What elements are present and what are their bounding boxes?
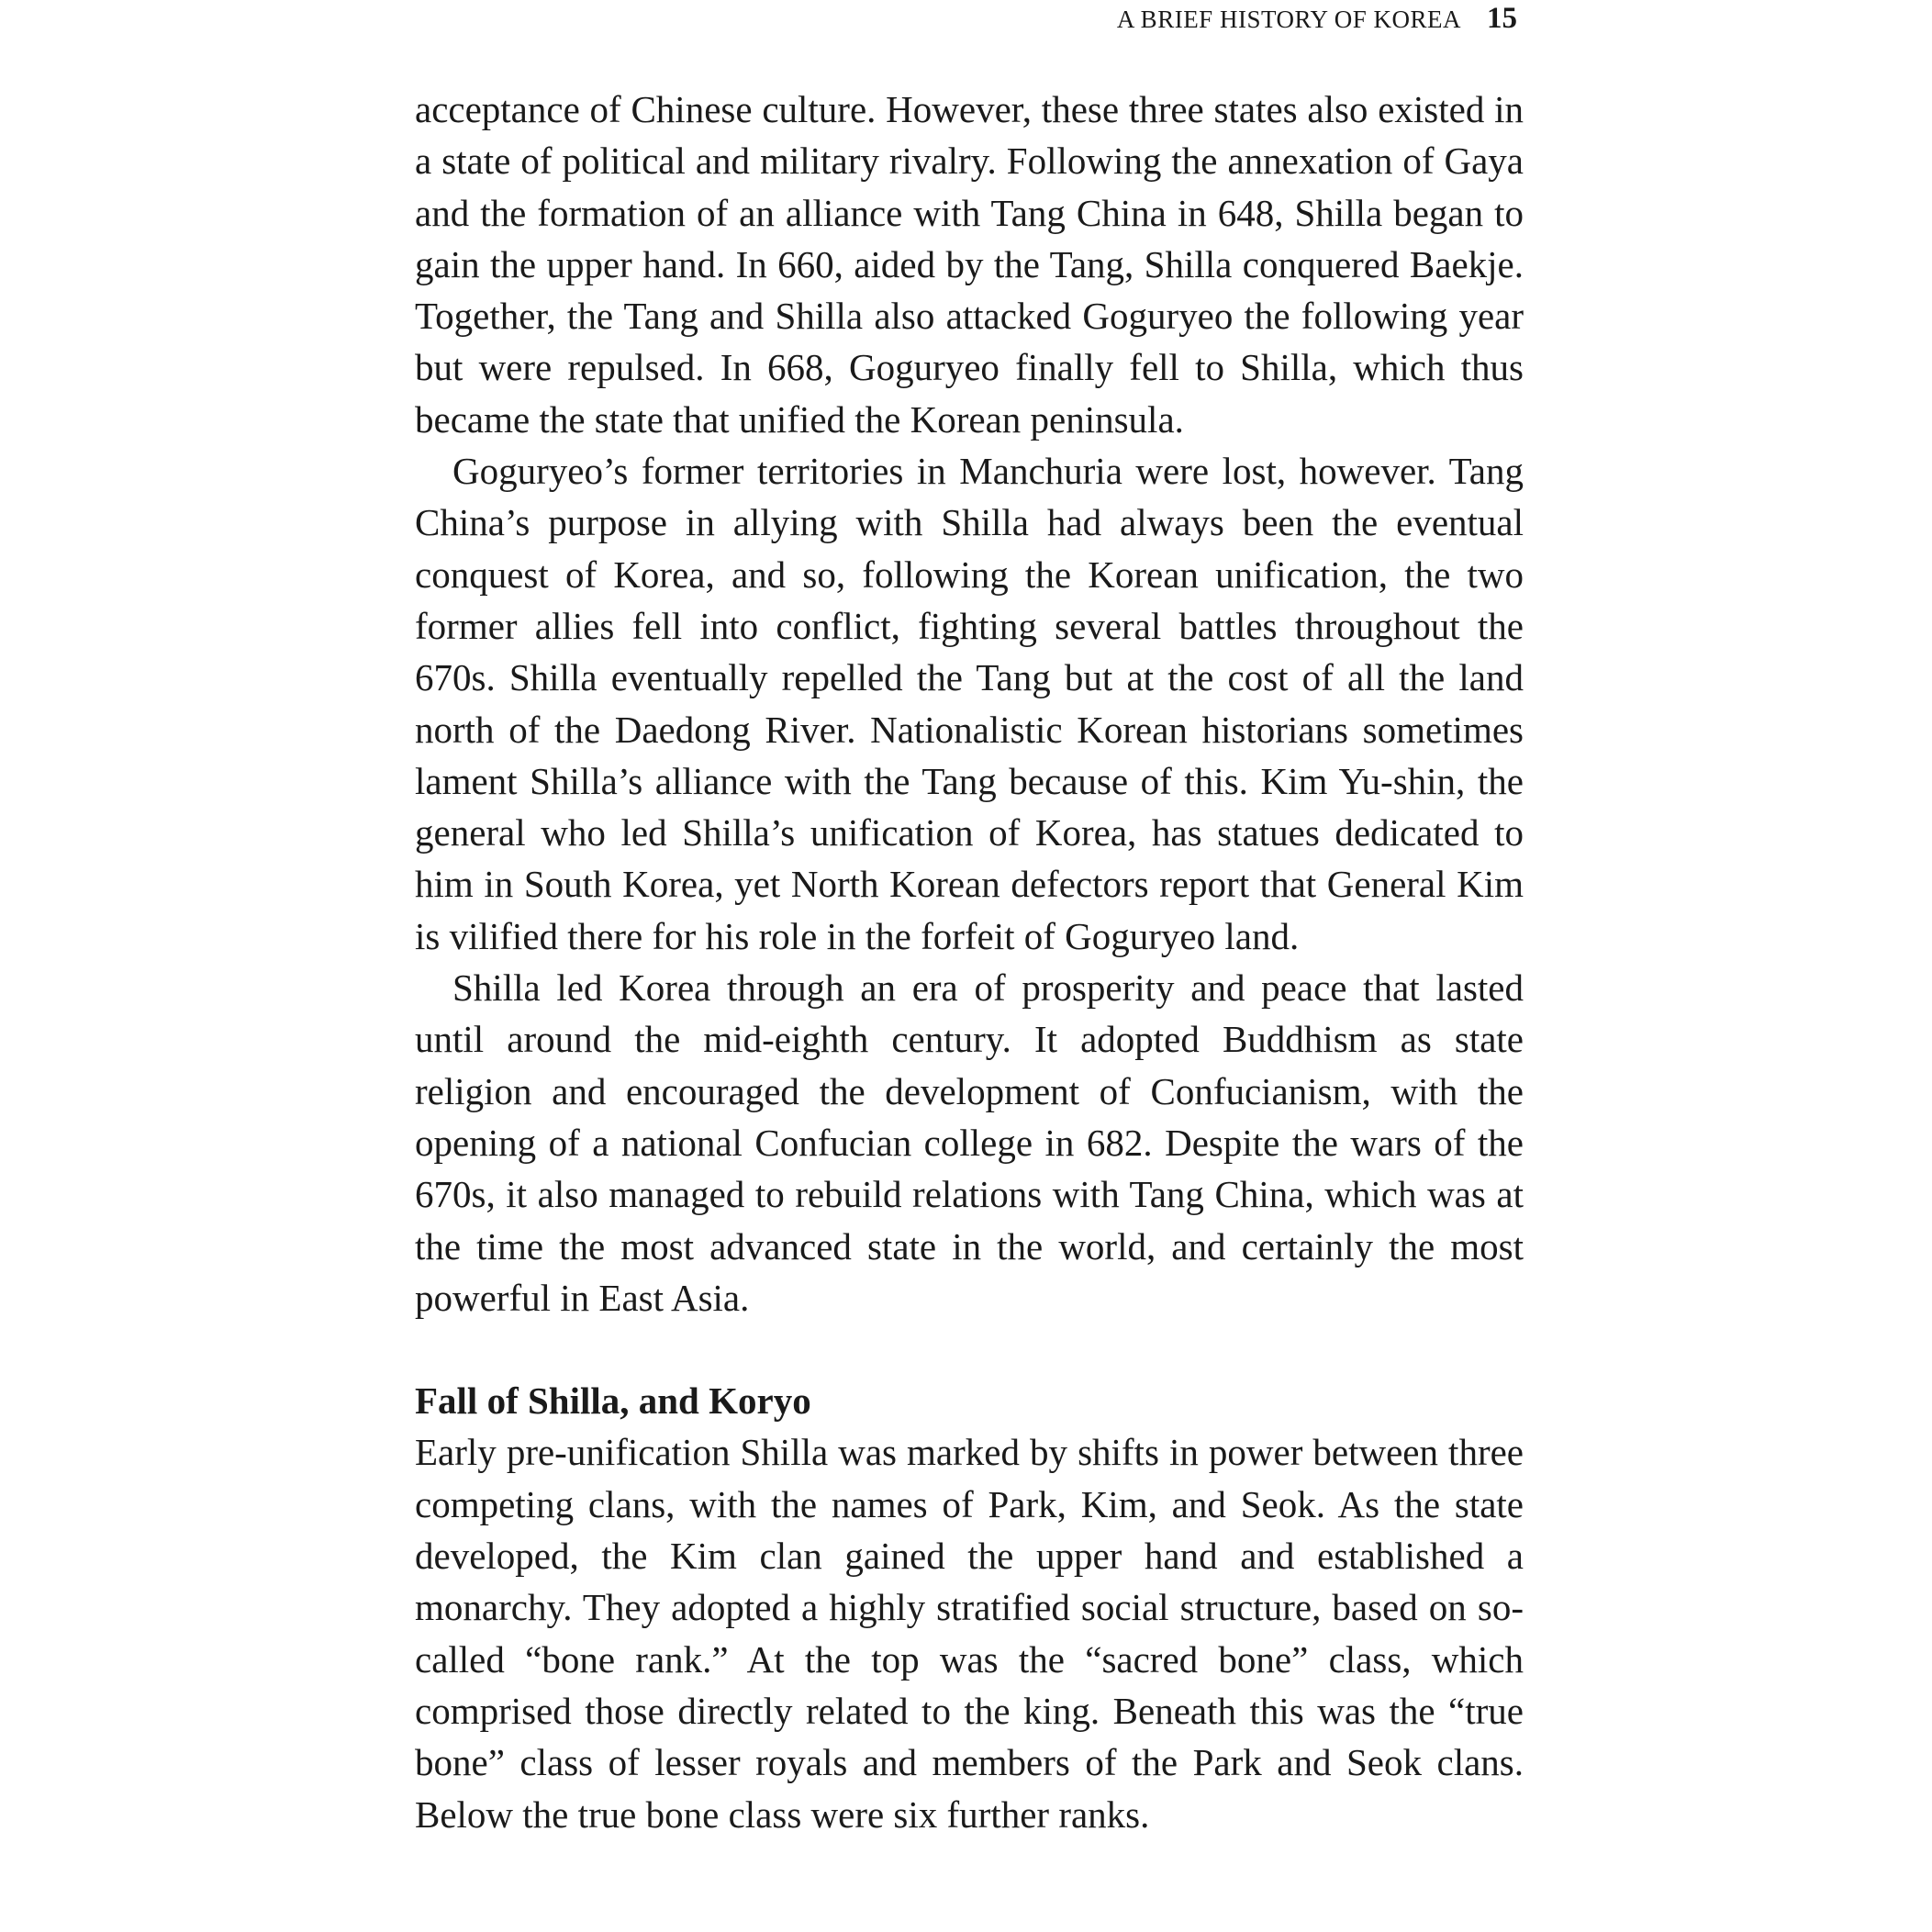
paragraph: Early pre-unification Shilla was marked by shifts in power between three competing clans, with the names of Park, Kim, and Seok. As the state developed, the Kim clan gained the upper hand and established a monarchy. They adopted a highly stratified social structure, based on so-called “bone rank.” At the top was the “sacred bone” class, which comprised those directly related to the king. Beneath this was the “true bone” class of lesser royals and members of the Park and Seok clans. Below the true bone class were six further ranks. — [415, 1431, 1524, 1836]
paragraph: acceptance of Chinese culture. However, these three states also existed in a state of political and military rivalry. Following the annexation of Gaya and the formation of an alliance with Tang China in 648, Shilla began to gain the upper hand. In 660, aided by the Tang, Shilla conquered Baekje. Together, the Tang and Shilla also attacked Goguryeo the following year but were repulsed. In 668, Goguryeo finally fell to Shilla, which thus became the state that unified the Korean peninsula. — [415, 88, 1524, 441]
paragraph: Goguryeo’s former territories in Manchuria were lost, however. Tang China’s purpose in allying with Shilla had always been the eventual conquest of Korea, and so, following the Korean unification, the two former allies fell into conflict, fighting several battles throughout the 670s. Shilla eventually repelled the Tang but at the cost of all the land north of the Daedong River. Nationalistic Korean historians sometimes lament Shilla’s alliance with the Tang because of this. Kim Yu-shin, the general who led Shilla’s unification of Korea, has statues dedicated to him in South Korea, yet North Korean defectors report that General Kim is vilified there for his role in the forfeit of Goguryeo land. — [415, 450, 1524, 957]
body-text — [415, 84, 1524, 1840]
running-head — [1117, 2, 1517, 39]
section-heading: Fall of Shilla, and Koryo — [415, 1379, 811, 1423]
page-number: 15 — [1487, 2, 1517, 35]
running-title: A BRIEF HISTORY OF KOREA — [1116, 6, 1461, 33]
paragraph: Shilla led Korea through an era of prosperity and peace that lasted until around the mid-eighth century. It adopted Buddhism as state religion and encouraged the development of Confucianism, with the opening of a national Confucian college in 682. Despite the wars of the 670s, it also managed to rebuild relations with Tang China, which was at the time the most advanced state in the world, and certainly the most powerful in East Asia. — [415, 966, 1524, 1319]
